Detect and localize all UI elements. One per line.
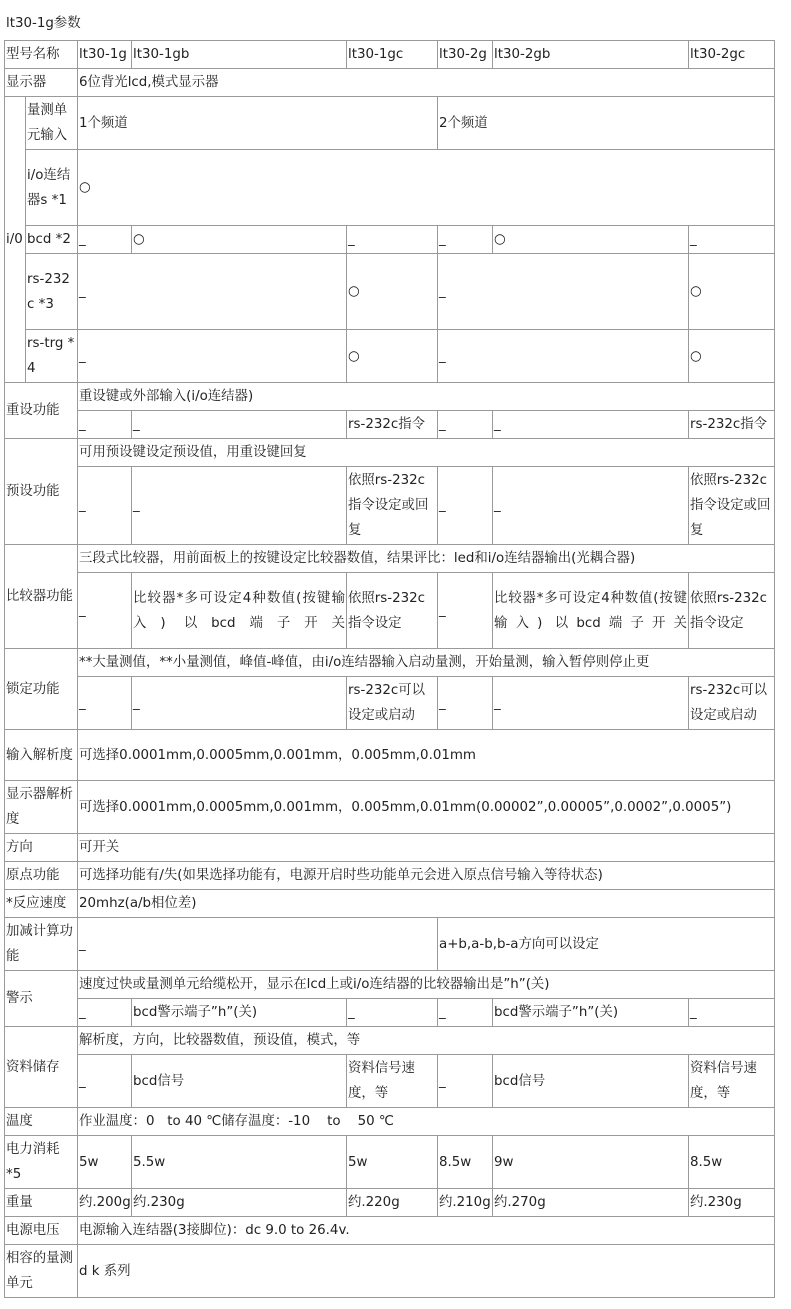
- row-rstrg: [5, 330, 775, 383]
- cell-rstrg-1gc: ○: [347, 330, 438, 383]
- label-addsub: 加减计算功能: [5, 918, 78, 971]
- cell-bcd-1gc: _: [347, 226, 438, 254]
- cell-storage-2gb: bcd信号: [493, 1055, 689, 1108]
- cell-comparator-2g: _: [438, 573, 493, 649]
- cell-weight-1gb: 约.230g: [132, 1189, 347, 1217]
- header-lt30-2g: lt30-2g: [438, 41, 493, 69]
- row-temperature: [5, 1108, 775, 1136]
- label-rs232c: rs-232c *3: [26, 254, 78, 330]
- cell-lock-2gb: _: [493, 677, 689, 730]
- row-compatible: [5, 1245, 775, 1298]
- cell-preset-1gc: 依照rs-232c指令设定或回复: [347, 467, 438, 545]
- cell-rs232c-2g-2gb: _: [438, 254, 689, 330]
- value-supply: 电源输入连结器(3接脚位)：dc 9.0 to 26.4v.: [78, 1217, 775, 1245]
- value-input-resolution: 可选择0.0001mm,0.0005mm,0.001mm，0.005mm,0.01mm: [78, 730, 775, 781]
- row-warning-top: [5, 971, 775, 999]
- cell-warning-1g: _: [78, 999, 132, 1027]
- row-preset-models: [5, 467, 775, 545]
- value-lock-common: **大量测值，**小量测值，峰值-峰值，由i/o连结器输入启动量测，开始量测，输入暂停则停止更: [78, 649, 775, 677]
- row-comparator-top: [5, 545, 775, 573]
- value-display-resolution: 可选择0.0001mm,0.0005mm,0.001mm，0.005mm,0.01mm(0.00002”,0.00005”,0.0002”,0.0005”): [78, 781, 775, 834]
- cell-preset-1gb: _: [132, 467, 347, 545]
- value-reset-common: 重设键或外部输入(i/o连结器): [78, 383, 775, 411]
- label-bcd: bcd *2: [26, 226, 78, 254]
- label-storage: 资料储存: [5, 1027, 78, 1108]
- cell-reset-2g: _: [438, 411, 493, 439]
- label-response: *反应速度: [5, 890, 78, 918]
- cell-rstrg-1g-1gb: _: [78, 330, 347, 383]
- cell-lock-1g: _: [78, 677, 132, 730]
- value-response: 20mhz(a/b相位差): [78, 890, 775, 918]
- row-display-resolution: [5, 781, 775, 834]
- label-supply: 电源电压: [5, 1217, 78, 1245]
- label-compatible: 相容的量测单元: [5, 1245, 78, 1298]
- row-reset-top: [5, 383, 775, 411]
- value-temperature: 作业温度：0 to 40 ℃储存温度：-10 to 50 ℃: [78, 1108, 775, 1136]
- cell-rs232c-2gc: ○: [689, 254, 775, 330]
- cell-power-1gc: 5w: [347, 1136, 438, 1189]
- label-measure-input: 量测单元输入: [26, 97, 78, 150]
- value-warning-common: 速度过快或量测单元给缆松开，显示在lcd上或i/o连结器的比较器输出是”h”(关): [78, 971, 775, 999]
- cell-power-2gc: 8.5w: [689, 1136, 775, 1189]
- header-lt30-1gc: lt30-1gc: [347, 41, 438, 69]
- cell-power-1g: 5w: [78, 1136, 132, 1189]
- cell-rs232c-1g-1gb: _: [78, 254, 347, 330]
- value-preset-common: 可用预设键设定预设值，用重设键回复: [78, 439, 775, 467]
- row-supply: [5, 1217, 775, 1245]
- row-origin: [5, 862, 775, 890]
- cell-storage-2g: _: [438, 1055, 493, 1108]
- cell-bcd-1gb: ○: [132, 226, 347, 254]
- row-power: [5, 1136, 775, 1189]
- value-direction: 可开关: [78, 834, 775, 862]
- cell-bcd-2gb: ○: [493, 226, 689, 254]
- label-warning: 警示: [5, 971, 78, 1027]
- label-input-resolution: 输入解析度: [5, 730, 78, 781]
- label-power: 电力消耗 *5: [5, 1136, 78, 1189]
- cell-reset-1gb: _: [132, 411, 347, 439]
- header-lt30-2gc: lt30-2gc: [689, 41, 775, 69]
- row-display: [5, 69, 775, 97]
- cell-comparator-1gc: 依照rs-232c指令设定: [347, 573, 438, 649]
- row-addsub: [5, 918, 775, 971]
- cell-storage-1gb: bcd信号: [132, 1055, 347, 1108]
- cell-reset-1gc: rs-232c指令: [347, 411, 438, 439]
- label-temperature: 温度: [5, 1108, 78, 1136]
- label-lock: 锁定功能: [5, 649, 78, 730]
- cell-comparator-2gb: 比较器*多可设定4种数值(按键输入) 以bcd端子开关: [493, 573, 689, 649]
- cell-preset-1g: _: [78, 467, 132, 545]
- cell-comparator-1gb: 比较器*多可设定4种数值(按键输入) 以bcd端子开关: [132, 573, 347, 649]
- header-lt30-1g: lt30-1g: [78, 41, 132, 69]
- label-comparator: 比较器功能: [5, 545, 78, 649]
- cell-storage-1g: _: [78, 1055, 132, 1108]
- header-lt30-1gb: lt30-1gb: [132, 41, 347, 69]
- cell-bcd-2gc: _: [689, 226, 775, 254]
- value-compatible: d k 系列: [78, 1245, 775, 1298]
- cell-lock-1gc: rs-232c可以设定或启动: [347, 677, 438, 730]
- cell-reset-1g: _: [78, 411, 132, 439]
- row-storage-top: [5, 1027, 775, 1055]
- value-comparator-common: 三段式比较器，用前面板上的按键设定比较器数值，结果评比：led和i/o连结器输出(光耦合器): [78, 545, 775, 573]
- cell-rstrg-2gc: ○: [689, 330, 775, 383]
- cell-reset-2gb: _: [493, 411, 689, 439]
- cell-lock-2gc: rs-232c可以设定或启动: [689, 677, 775, 730]
- value-measure-input-2ch: 2个频道: [438, 97, 775, 150]
- row-lock-top: [5, 649, 775, 677]
- label-direction: 方向: [5, 834, 78, 862]
- label-rstrg: rs-trg *4: [26, 330, 78, 383]
- cell-preset-2gb: _: [493, 467, 689, 545]
- cell-addsub-1ch: _: [78, 918, 438, 971]
- cell-rs232c-1gc: ○: [347, 254, 438, 330]
- label-origin: 原点功能: [5, 862, 78, 890]
- header-lt30-2gb: lt30-2gb: [493, 41, 689, 69]
- row-rs232c: [5, 254, 775, 330]
- cell-weight-2gc: 约.230g: [689, 1189, 775, 1217]
- row-weight: [5, 1189, 775, 1217]
- page-title: lt30-1g参数: [6, 16, 81, 31]
- row-bcd: [5, 226, 775, 254]
- cell-warning-2gb: bcd警示端子”h”(关): [493, 999, 689, 1027]
- header-model-name: 型号名称: [5, 41, 78, 69]
- row-warning-models: [5, 999, 775, 1027]
- row-reset-models: [5, 411, 775, 439]
- cell-power-1gb: 5.5w: [132, 1136, 347, 1189]
- cell-power-2g: 8.5w: [438, 1136, 493, 1189]
- value-measure-input-1ch: 1个频道: [78, 97, 438, 150]
- cell-storage-2gc: 资料信号速度，等: [689, 1055, 775, 1108]
- cell-warning-1gb: bcd警示端子”h”(关): [132, 999, 347, 1027]
- cell-addsub-2ch: a+b,a-b,b-a方向可以设定: [438, 918, 775, 971]
- cell-weight-1g: 约.200g: [78, 1189, 132, 1217]
- cell-bcd-1g: _: [78, 226, 132, 254]
- value-display: 6位背光lcd,模式显示器: [78, 69, 775, 97]
- value-storage-common: 解析度，方向，比较器数值，预设值，模式，等: [78, 1027, 775, 1055]
- label-display: 显示器: [5, 69, 78, 97]
- row-response: [5, 890, 775, 918]
- label-reset: 重设功能: [5, 383, 78, 439]
- cell-reset-2gc: rs-232c指令: [689, 411, 775, 439]
- cell-lock-1gb: _: [132, 677, 347, 730]
- cell-bcd-2g: _: [438, 226, 493, 254]
- cell-storage-1gc: 资料信号速度，等: [347, 1055, 438, 1108]
- label-weight: 重量: [5, 1189, 78, 1217]
- cell-lock-2g: _: [438, 677, 493, 730]
- cell-rstrg-2g-2gb: _: [438, 330, 689, 383]
- row-io-connector: [5, 150, 775, 226]
- cell-weight-2gb: 约.270g: [493, 1189, 689, 1217]
- row-storage-models: [5, 1055, 775, 1108]
- spec-table: [4, 40, 775, 1298]
- cell-warning-2g: _: [438, 999, 493, 1027]
- row-input-resolution: [5, 730, 775, 781]
- value-io-connector: ○: [78, 150, 775, 226]
- value-origin: 可选择功能有/失(如果选择功能有，电源开启时些功能单元会进入原点信号输入等待状态): [78, 862, 775, 890]
- cell-warning-1gc: _: [347, 999, 438, 1027]
- cell-power-2gb: 9w: [493, 1136, 689, 1189]
- cell-comparator-1g: _: [78, 573, 132, 649]
- row-measure-input: [5, 97, 775, 150]
- row-direction: [5, 834, 775, 862]
- label-preset: 预设功能: [5, 439, 78, 545]
- header-row: [5, 41, 775, 69]
- cell-preset-2g: _: [438, 467, 493, 545]
- row-preset-top: [5, 439, 775, 467]
- row-comparator-models: [5, 573, 775, 649]
- label-io-connector: i/o连结器s *1: [26, 150, 78, 226]
- label-display-resolution: 显示器解析度: [5, 781, 78, 834]
- cell-weight-2g: 约.210g: [438, 1189, 493, 1217]
- cell-preset-2gc: 依照rs-232c指令设定或回复: [689, 467, 775, 545]
- row-lock-models: [5, 677, 775, 730]
- cell-weight-1gc: 约.220g: [347, 1189, 438, 1217]
- cell-warning-2gc: _: [689, 999, 775, 1027]
- cell-comparator-2gc: 依照rs-232c指令设定: [689, 573, 775, 649]
- label-io-group: i/0: [5, 97, 26, 383]
